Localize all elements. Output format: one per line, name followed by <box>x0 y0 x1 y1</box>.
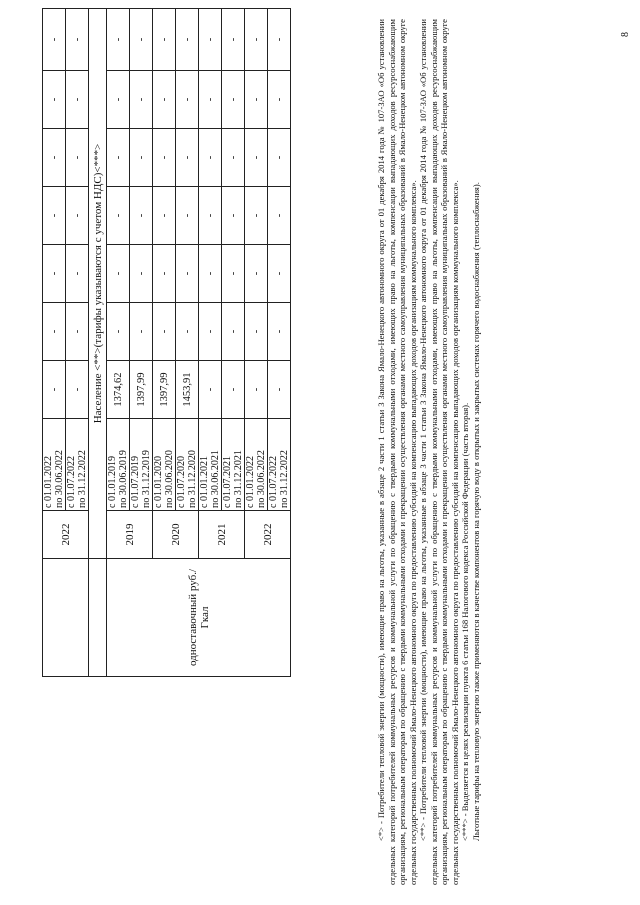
value-cell: 1397,99 <box>130 361 153 419</box>
year-cell: 2021 <box>199 511 245 559</box>
value-cell: - <box>43 361 66 419</box>
dash-cell: - <box>130 129 153 187</box>
dash-cell: - <box>43 187 66 245</box>
dash-cell: - <box>176 9 199 71</box>
footnote-1: <*> - Потребители тепловой энергии (мощности), имеющие право на льготы, указанные в абзаце 2 части 1 статьи 3 Закона Ямало-Ненецкого автономного округа от 01 декабря 2014 года № 107-ЗАО «Об установлении отдельных категорий потребителей коммунальных ресурсов и коммунальной услуги по обращению с твердыми коммунальными отходами, имеющих право на льготы, компенсации выпадающих доходов ресурсоснабжающим организациям, региональным операторам по обращению с твердыми коммунальными отходами и прекращении осуществления органами местного самоуправления муниципальных образований в Ямало-Ненецком автономном округе отдельных государственных полномочий Ямало-Ненецкого автономного округа по предоставлению субсидий на компенсацию выпадающих доходов организациям коммунального комплекса». <box>376 19 418 885</box>
tariff-table <box>42 8 291 677</box>
section-header: Население <**>(тарифы указываются с учетом НДС)<***> <box>89 9 107 559</box>
dash-cell: - <box>245 9 268 71</box>
footnote-2: <**> - Потребители тепловой энергии (мощности), имеющие право на льготы, указанные в абзаце 3 части 1 статьи 3 Закона Ямало-Ненецкого автономного округа от 01 декабря 2014 года № 107-ЗАО «Об установлении отдельных категорий потребителей коммунальных ресурсов и коммунальной услуги по обращению с твердыми коммунальными отходами, имеющих право на льготы, компенсации выпадающих доходов ресурсоснабжающим организациям, региональным операторам по обращению с твердыми коммунальными отходами и прекращении осуществления органами местного самоуправления муниципальных образований в Ямало-Ненецком автономном округе отдельных государственных полномочий Ямало-Ненецкого автономного округа по предоставлению субсидий на компенсацию выпадающих доходов организациям коммунального комплекса». <box>418 19 460 885</box>
period-cell <box>245 419 268 511</box>
period-to: по 31.12.2021 <box>233 450 244 508</box>
period-to: по 31.12.2022 <box>77 450 88 508</box>
dash-cell: - <box>43 303 66 361</box>
dash-cell: - <box>176 71 199 129</box>
unit-label: одноставочный руб./Гкал <box>107 559 291 677</box>
dash-cell: - <box>222 129 245 187</box>
dash-cell: - <box>153 303 176 361</box>
dash-cell: - <box>107 187 130 245</box>
value-cell: - <box>245 361 268 419</box>
unit-cell-blank <box>43 559 89 677</box>
dash-cell: - <box>268 71 291 129</box>
dash-cell: - <box>66 245 89 303</box>
dash-cell: - <box>153 187 176 245</box>
dash-cell: - <box>107 71 130 129</box>
dash-cell: - <box>245 129 268 187</box>
dash-cell: - <box>66 71 89 129</box>
period-to: по 30.06.2020 <box>164 450 175 508</box>
year-cell: 2020 <box>153 511 199 559</box>
section-spacer <box>89 559 107 677</box>
value-cell: 1374,62 <box>107 361 130 419</box>
value-cell: - <box>268 361 291 419</box>
period-to: по 30.06.2019 <box>118 450 129 508</box>
period-to: по 31.12.2020 <box>187 450 198 508</box>
footnote-3: <***> - Выделяется в целях реализации пункта 6 статьи 168 Налогового кодекса Российской Федерации (часть вторая). <box>460 402 470 841</box>
dash-cell: - <box>222 303 245 361</box>
dash-cell: - <box>153 9 176 71</box>
dash-cell: - <box>268 245 291 303</box>
dash-cell: - <box>199 245 222 303</box>
dash-cell: - <box>199 9 222 71</box>
period-cell <box>107 419 130 511</box>
period-from: с 01.01.2019 <box>107 456 118 508</box>
period-cell <box>153 419 176 511</box>
dash-cell: - <box>268 9 291 71</box>
period-from: с 01.01.2022 <box>245 456 256 508</box>
dash-cell: - <box>107 245 130 303</box>
dash-cell: - <box>176 187 199 245</box>
dash-cell: - <box>176 129 199 187</box>
dash-cell: - <box>268 129 291 187</box>
dash-cell: - <box>245 187 268 245</box>
dash-cell: - <box>130 187 153 245</box>
dash-cell: - <box>66 187 89 245</box>
dash-cell: - <box>43 129 66 187</box>
dash-cell: - <box>66 303 89 361</box>
value-cell: 1397,99 <box>153 361 176 419</box>
dash-cell: - <box>130 245 153 303</box>
dash-cell: - <box>199 71 222 129</box>
dash-cell: - <box>199 303 222 361</box>
period-from: с 01.01.2022 <box>43 456 54 508</box>
dash-cell: - <box>222 9 245 71</box>
period-from: с 01.07.2019 <box>130 456 141 508</box>
dash-cell: - <box>43 9 66 71</box>
dash-cell: - <box>66 129 89 187</box>
dash-cell: - <box>130 303 153 361</box>
dash-cell: - <box>66 9 89 71</box>
dash-cell: - <box>245 245 268 303</box>
dash-cell: - <box>130 9 153 71</box>
dash-cell: - <box>153 129 176 187</box>
dash-cell: - <box>245 71 268 129</box>
period-from: с 01.01.2020 <box>153 456 164 508</box>
table-row <box>43 9 66 677</box>
dash-cell: - <box>130 71 153 129</box>
year-cell: 2022 <box>245 511 291 559</box>
dash-cell: - <box>245 303 268 361</box>
dash-cell: - <box>222 71 245 129</box>
year-cell: 2019 <box>107 511 153 559</box>
period-cell <box>268 419 291 511</box>
period-cell <box>66 419 89 511</box>
value-cell: - <box>66 361 89 419</box>
value-cell: - <box>199 361 222 419</box>
dash-cell: - <box>222 245 245 303</box>
dash-cell: - <box>107 129 130 187</box>
dash-cell: - <box>222 187 245 245</box>
period-from: с 01.07.2021 <box>222 456 233 508</box>
period-from: с 01.01.2021 <box>199 456 210 508</box>
period-cell <box>222 419 245 511</box>
period-to: по 31.12.2019 <box>141 450 152 508</box>
period-to: по 30.06.2022 <box>54 450 65 508</box>
period-cell <box>176 419 199 511</box>
table-row <box>107 9 130 677</box>
page-number: 8 <box>620 32 631 37</box>
dash-cell: - <box>107 9 130 71</box>
period-from: с 01.07.2022 <box>66 456 77 508</box>
dash-cell: - <box>107 303 130 361</box>
footnotes <box>376 19 481 885</box>
dash-cell: - <box>268 303 291 361</box>
period-cell <box>43 419 66 511</box>
dash-cell: - <box>43 71 66 129</box>
dash-cell: - <box>199 187 222 245</box>
period-to: по 30.06.2022 <box>256 450 267 508</box>
period-from: с 01.07.2022 <box>268 456 279 508</box>
footnote-4: Льготные тарифы на тепловую энергию также применяются в качестве компонентов на горячую воду в открытых и закрытых системах горячего водоснабжения (теплоснабжения). <box>470 182 481 841</box>
period-cell <box>199 419 222 511</box>
section-header-row <box>89 9 107 677</box>
dash-cell: - <box>43 245 66 303</box>
dash-cell: - <box>176 303 199 361</box>
period-from: с 01.07.2020 <box>176 456 187 508</box>
period-to: по 30.06.2021 <box>210 450 221 508</box>
dash-cell: - <box>199 129 222 187</box>
value-cell: 1453,91 <box>176 361 199 419</box>
dash-cell: - <box>268 187 291 245</box>
value-cell: - <box>222 361 245 419</box>
dash-cell: - <box>176 245 199 303</box>
period-to: по 31.12.2022 <box>279 450 290 508</box>
year-cell: 2022 <box>43 511 89 559</box>
period-cell <box>130 419 153 511</box>
dash-cell: - <box>153 71 176 129</box>
dash-cell: - <box>153 245 176 303</box>
